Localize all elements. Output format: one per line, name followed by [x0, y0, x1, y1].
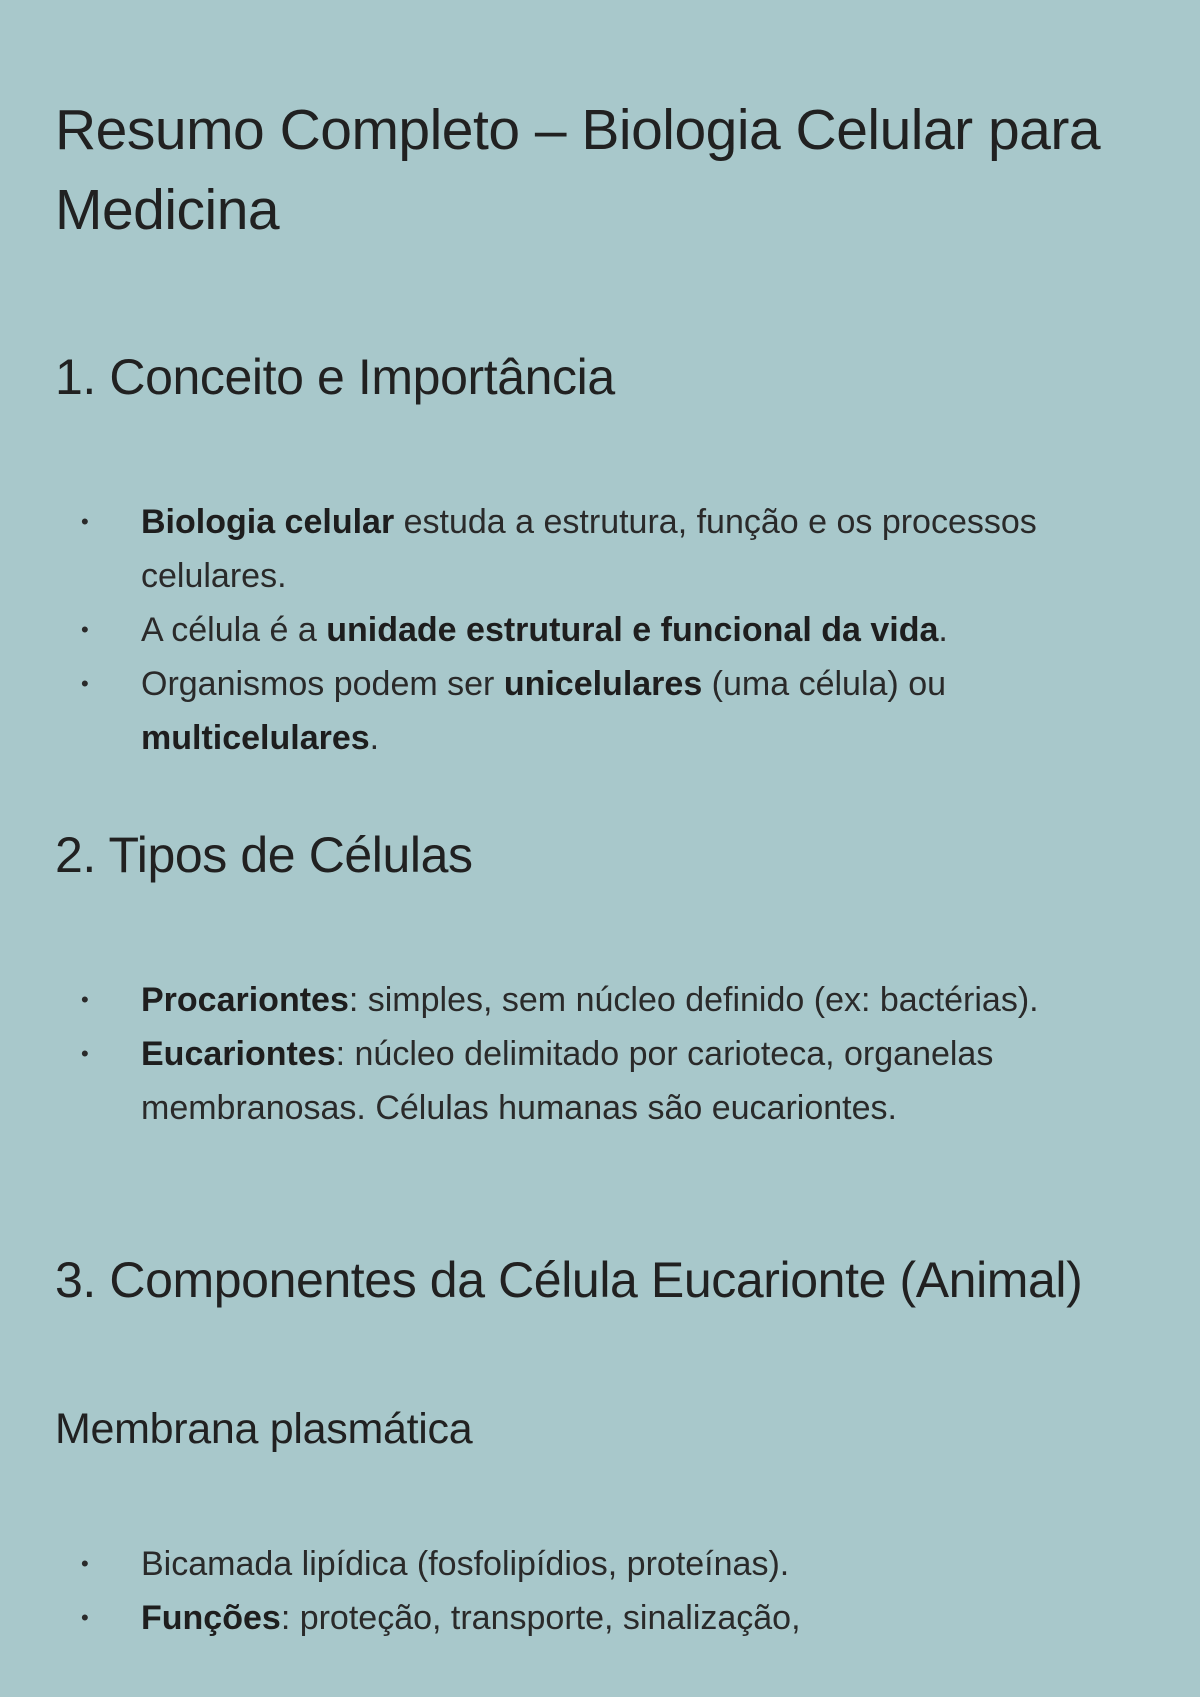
bullet-icon: •	[81, 1605, 89, 1630]
text-span: : núcleo delimitado por carioteca, organelas membranosas. Células humanas são eucariontes.	[141, 1035, 994, 1127]
list-item	[55, 603, 1145, 657]
text-span: .	[938, 611, 948, 649]
text-span: : simples, sem núcleo definido (ex: bactérias).	[348, 981, 1039, 1019]
text-span: (uma célula) ou	[702, 665, 947, 703]
section-2-list	[55, 973, 1145, 1135]
text-span: Bicamada lipídica (fosfolipídios, proteínas).	[141, 1545, 790, 1583]
bold-text: multicelulares	[141, 719, 370, 757]
text-span: A célula é a	[141, 611, 327, 649]
section-subheading-membrana: Membrana plasmática	[55, 1405, 473, 1453]
bullet-icon: •	[81, 1041, 89, 1066]
bullet-icon: •	[81, 671, 89, 696]
text-span: estuda a estrutura, função e os processos celulares.	[141, 503, 1037, 595]
section-heading-2: 2. Tipos de Células	[55, 827, 473, 883]
list-item	[55, 973, 1145, 1027]
bold-text: unidade estrutural e funcional da vida	[326, 611, 939, 649]
bold-text: unicelulares	[503, 665, 703, 703]
section-heading-3: 3. Componentes da Célula Eucarionte (Animal)	[55, 1252, 1083, 1308]
bold-text: Funções	[141, 1599, 281, 1637]
text-span: Organismos podem ser	[141, 665, 504, 703]
list-item	[55, 1027, 1145, 1135]
bold-text: Biologia celular	[141, 503, 395, 541]
document-title: Resumo Completo – Biologia Celular para Medicina	[55, 98, 1101, 242]
bullet-icon: •	[81, 617, 89, 642]
bullet-icon: •	[81, 509, 89, 534]
list-item	[55, 657, 1145, 765]
list-item	[55, 1591, 1145, 1645]
list-item	[55, 495, 1145, 603]
bullet-icon: •	[81, 1551, 89, 1576]
text-span: .	[369, 719, 380, 757]
bold-text: Eucariontes	[141, 1035, 336, 1073]
section-heading-1: 1. Conceito e Importância	[55, 349, 615, 405]
bullet-icon: •	[81, 987, 89, 1012]
section-1-list	[55, 495, 1145, 765]
section-3-list	[55, 1537, 1145, 1645]
list-item	[55, 1537, 1145, 1591]
bold-text: Procariontes	[141, 981, 349, 1019]
text-span: : proteção, transporte, sinalização,	[280, 1599, 801, 1637]
